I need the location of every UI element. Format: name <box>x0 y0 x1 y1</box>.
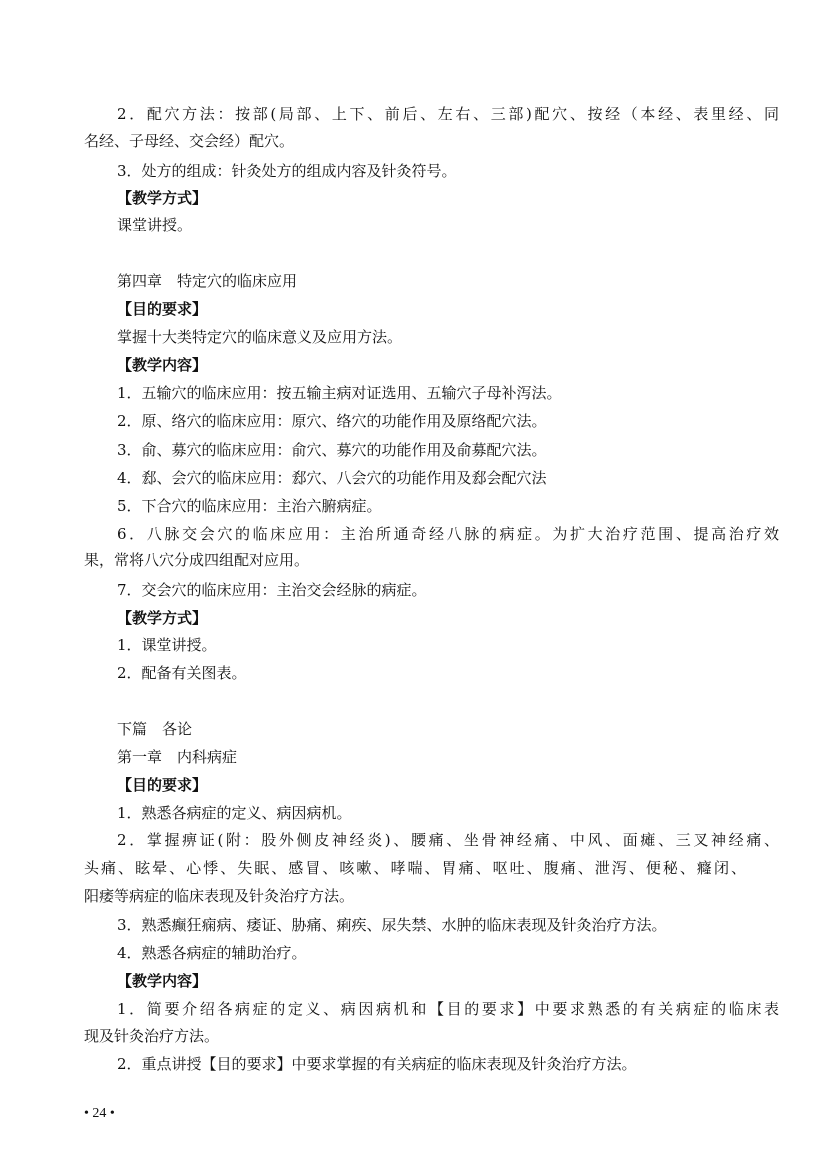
text-line: 3．处方的组成：针灸处方的组成内容及针灸符号。 <box>117 162 457 180</box>
text-line: 2．掌握痹证(附：股外侧皮神经炎)、腰痛、坐骨神经痛、中风、面瘫、三叉神经痛、 <box>117 831 779 849</box>
text-line: 现及针灸治疗方法。 <box>84 1027 220 1045</box>
text-line: 1．熟悉各病症的定义、病因病机。 <box>117 804 352 822</box>
text-line: 2．原、络穴的临床应用：原穴、络穴的功能作用及原络配穴法。 <box>117 412 547 430</box>
section-label: 【教学内容】 <box>117 356 208 374</box>
section-label: 【教学方式】 <box>117 609 208 627</box>
text-line: 课堂讲授。 <box>117 216 193 234</box>
section-label: 【教学方式】 <box>117 189 208 207</box>
text-line: 7．交会穴的临床应用：主治交会经脉的病症。 <box>117 581 427 599</box>
section-label: 【目的要求】 <box>117 300 208 318</box>
text-line: 1．课堂讲授。 <box>117 636 217 654</box>
text-line: 阳痿等病症的临床表现及针灸治疗方法。 <box>84 887 355 905</box>
text-line: 头痛、眩晕、心悸、失眠、感冒、咳嗽、哮喘、胃痛、呕吐、腹痛、泄泻、便秘、癃闭、 <box>84 859 746 877</box>
text-line: 掌握十大类特定穴的临床意义及应用方法。 <box>117 328 403 346</box>
text-line: 4．熟悉各病症的辅助治疗。 <box>117 944 307 962</box>
text-line: 名经、子母经、交会经）配穴。 <box>84 132 295 150</box>
text-line: 2．配备有关图表。 <box>117 664 247 682</box>
chapter-heading: 第一章 内科病症 <box>117 748 238 766</box>
text-line: 4．郄、会穴的临床应用：郄穴、八会穴的功能作用及郄会配穴法 <box>117 469 547 487</box>
text-line: 2．配穴方法：按部(局部、上下、前后、左右、三部)配穴、按经（本经、表里经、同 <box>117 105 779 123</box>
part-heading: 下篇 各论 <box>117 720 193 738</box>
text-line: 3．熟悉癫狂痫病、痿证、胁痛、痢疾、尿失禁、水肿的临床表现及针灸治疗方法。 <box>117 916 667 934</box>
text-line: 5．下合穴的临床应用：主治六腑病症。 <box>117 497 382 515</box>
chapter-heading: 第四章 特定穴的临床应用 <box>117 272 298 290</box>
text-line: 6．八脉交会穴的临床应用：主治所通奇经八脉的病症。为扩大治疗范围、提高治疗效 <box>117 525 779 543</box>
text-line: 3．俞、募穴的临床应用：俞穴、募穴的功能作用及俞募配穴法。 <box>117 441 547 459</box>
text-line: 2．重点讲授【目的要求】中要求掌握的有关病症的临床表现及针灸治疗方法。 <box>117 1055 637 1073</box>
section-label: 【教学内容】 <box>117 972 208 990</box>
text-line: 果，常将八穴分成四组配对应用。 <box>84 551 310 569</box>
section-label: 【目的要求】 <box>117 776 208 794</box>
text-line: 1．简要介绍各病症的定义、病因病机和【目的要求】中要求熟悉的有关病症的临床表 <box>117 1000 779 1018</box>
text-line: 1．五输穴的临床应用：按五输主病对证选用、五输穴子母补泻法。 <box>117 384 562 402</box>
page-number: • 24 • <box>84 1106 115 1121</box>
